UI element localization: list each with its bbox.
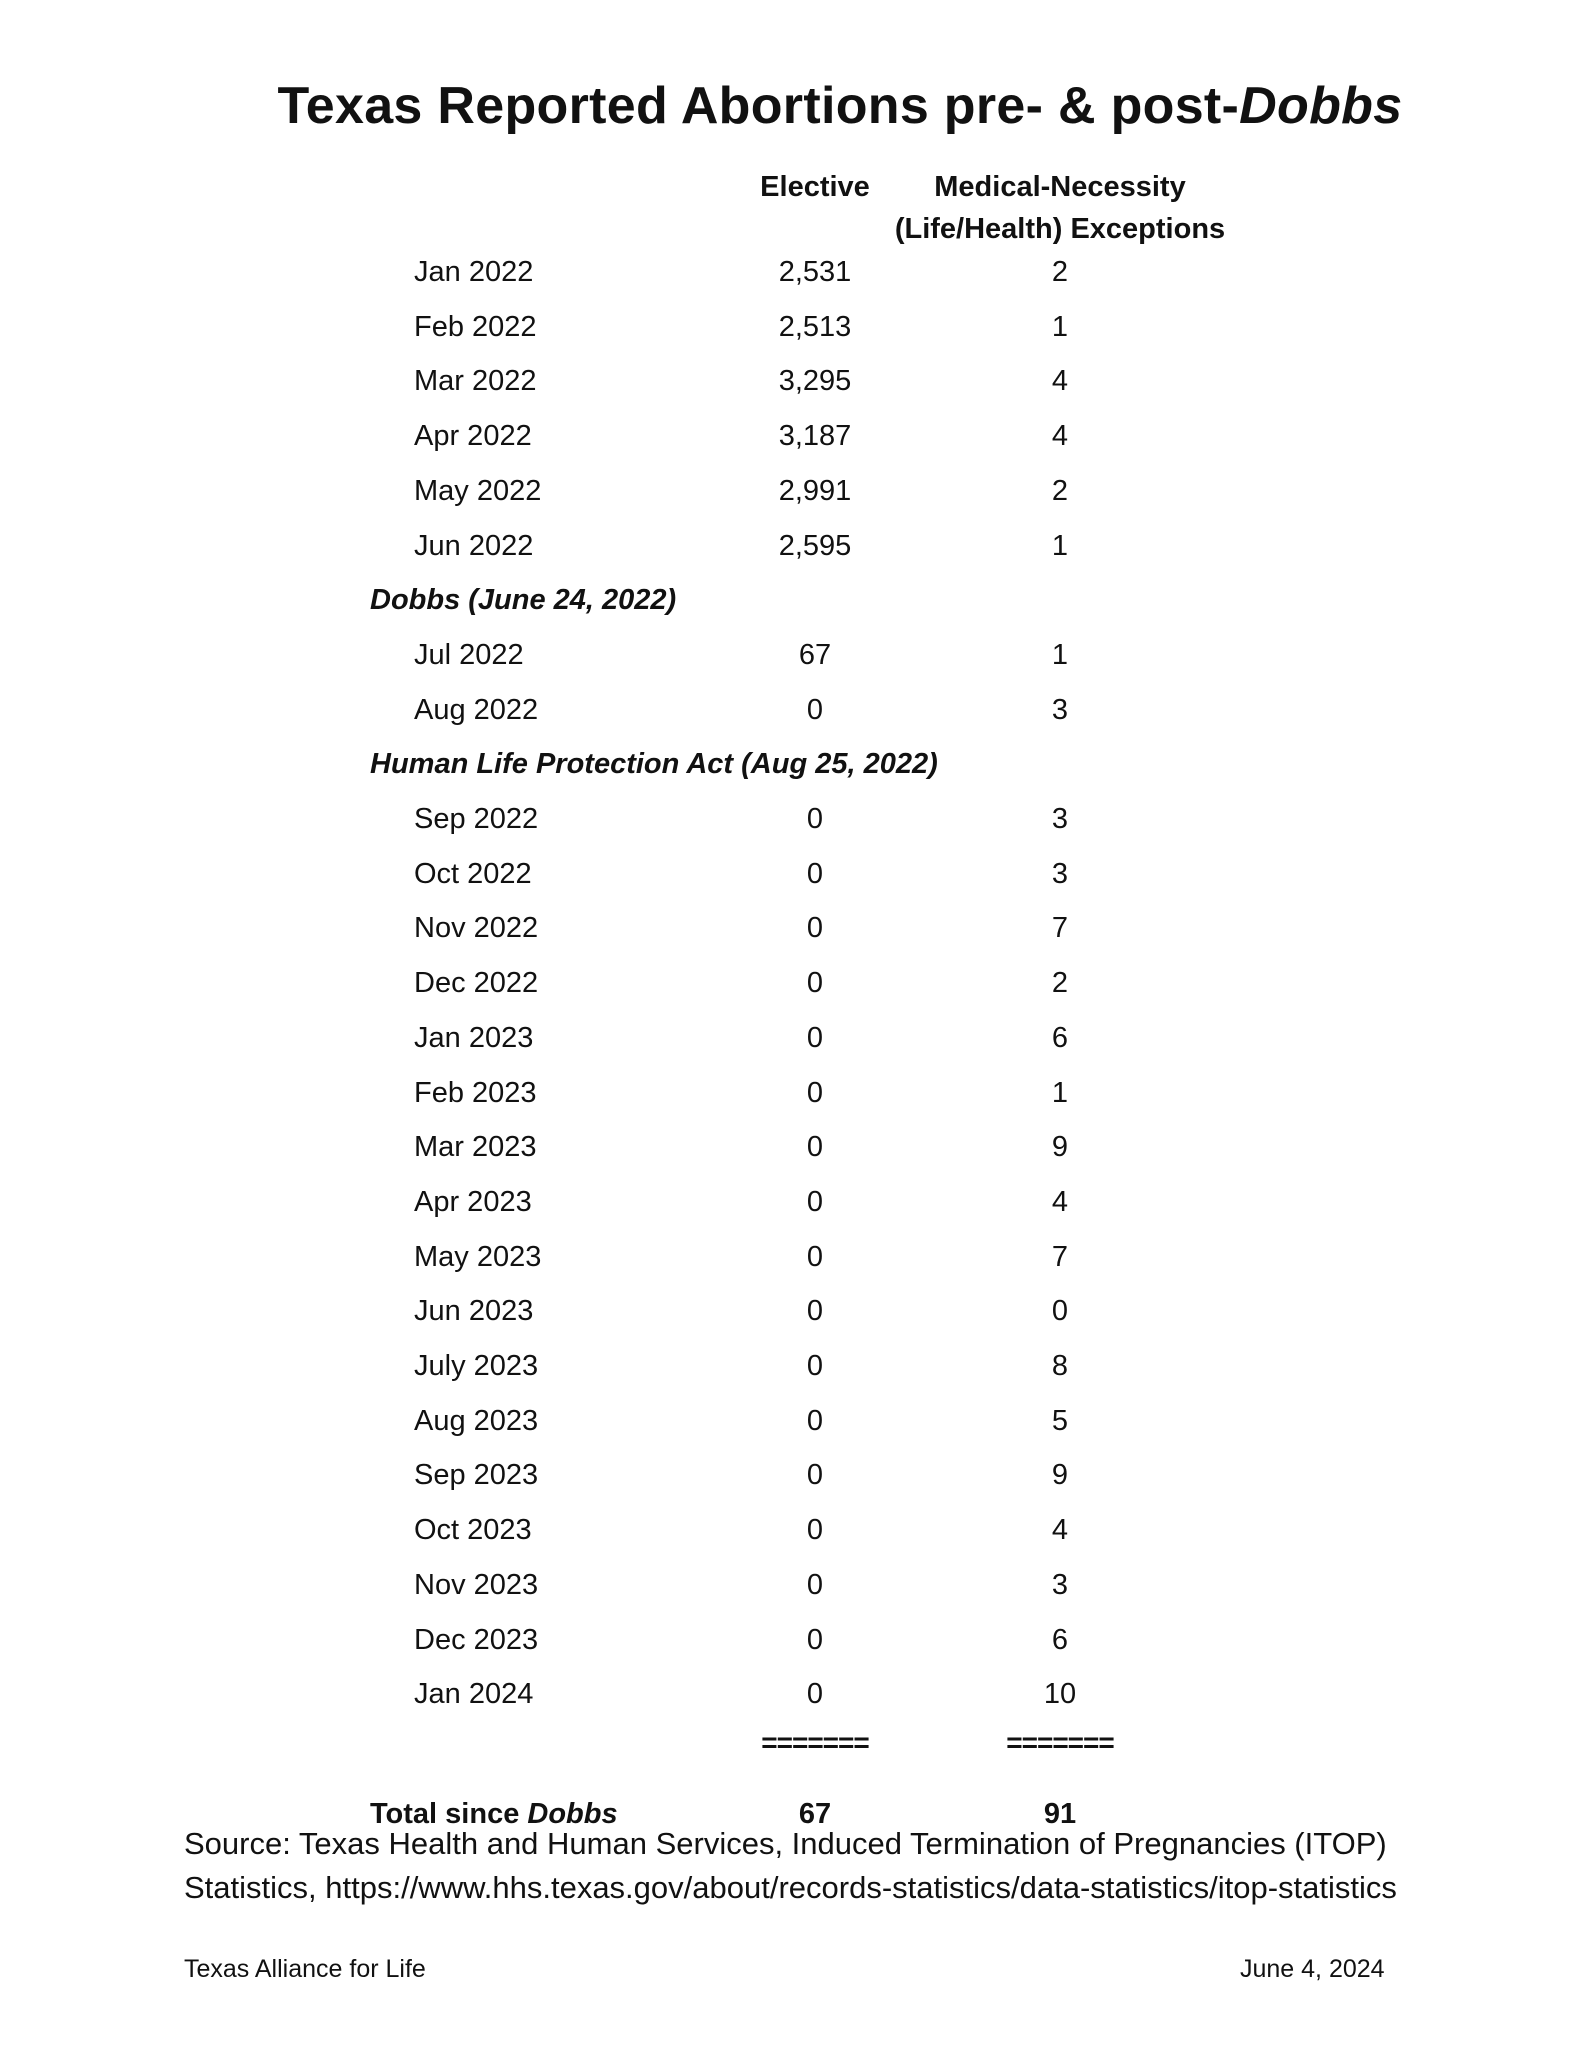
table-row [0,469,1583,513]
row-medical-value: 4 [1051,365,1069,398]
row-medical-value: 3 [1051,857,1069,890]
row-elective-value: 3,187 [778,420,852,453]
row-month: Oct 2022 [414,857,532,890]
row-elective-value: 0 [806,1131,824,1164]
row-elective-value: 0 [806,912,824,945]
row-month: Aug 2023 [414,1404,539,1437]
table-row [0,1508,1583,1552]
table-row [0,250,1583,294]
row-month: Sep 2022 [414,803,539,835]
total-elective: 67 [798,1798,832,1830]
row-medical-value: 9 [1051,1131,1069,1164]
row-medical-value: 4 [1051,1185,1069,1218]
total-medical: 91 [1043,1798,1077,1830]
table-row [0,1399,1583,1443]
row-month: Sep 2023 [414,1459,539,1492]
row-medical-value: 6 [1051,1623,1069,1656]
table-row [0,1180,1583,1224]
row-elective-value: 0 [806,1459,824,1492]
table-row [0,1235,1583,1279]
table-row [0,1672,1583,1716]
row-month: Mar 2023 [414,1131,537,1164]
row-elective-value: 0 [806,1240,824,1273]
row-elective-value: 2,595 [778,529,852,562]
row-elective-value: 3,295 [778,365,852,398]
row-medical-value: 1 [1051,638,1069,671]
row-elective-value: 0 [806,1514,824,1547]
row-month: Jun 2023 [414,1295,534,1328]
table-row [0,633,1583,677]
table-row [0,1071,1583,1115]
row-medical-value: 2 [1051,474,1069,507]
table-row [0,1618,1583,1662]
row-month: Mar 2022 [414,365,537,398]
separator-medical: ======= [1006,1727,1114,1758]
row-elective-value: 0 [806,1678,824,1711]
footer-organization: Texas Alliance for Life [184,1955,426,1983]
table-row [0,524,1583,568]
row-elective-value: 0 [806,857,824,890]
row-medical-value: 0 [1051,1295,1069,1328]
source-line1: Source: Texas Health and Human Services, Induced Termination of Pregnancies (ITOP) [184,1826,1387,1861]
row-elective-value: 0 [806,1185,824,1218]
row-medical-value: 2 [1051,967,1069,1000]
row-month: Oct 2023 [414,1514,532,1547]
table-row [0,688,1583,732]
row-medical-value: 4 [1051,1514,1069,1547]
table-row [0,359,1583,403]
title-italic-word: Dobbs [1239,77,1403,135]
table-row [0,852,1583,896]
title-prefix: Texas Reported Abortions pre- & post- [277,77,1240,135]
page-title [0,76,1583,136]
table-row [0,1563,1583,1607]
row-month: Dec 2022 [414,967,539,1000]
row-medical-value: 4 [1051,420,1069,453]
row-month: Jan 2023 [414,1021,534,1054]
column-header-elective: Elective [760,171,870,203]
row-medical-value: 3 [1051,1568,1069,1601]
table-row [0,1125,1583,1169]
row-medical-value: 8 [1051,1350,1069,1382]
row-month: Feb 2023 [414,1076,537,1109]
row-medical-value: 9 [1051,1459,1069,1492]
total-label-prefix: Total since [370,1798,528,1830]
row-elective-value: 0 [806,1404,824,1437]
row-elective-value: 0 [806,1568,824,1601]
table-row [0,1016,1583,1060]
row-month: Jun 2022 [414,529,534,562]
table-row [0,305,1583,349]
marker-human-life-protection-act: Human Life Protection Act (Aug 25, 2022) [370,748,938,781]
row-month: Feb 2022 [414,310,537,343]
row-elective-value: 0 [806,1350,824,1382]
row-month: Nov 2023 [414,1568,539,1601]
row-medical-value: 6 [1051,1021,1069,1054]
row-medical-value: 2 [1051,256,1069,288]
table-row [0,797,1583,841]
row-medical-value: 7 [1051,1240,1069,1273]
row-elective-value: 67 [798,638,832,671]
row-elective-value: 2,513 [778,310,852,343]
row-month: Aug 2022 [414,693,539,726]
row-elective-value: 0 [806,1623,824,1656]
row-medical-value: 1 [1051,310,1069,343]
total-label-italic: Dobbs [527,1798,618,1830]
table-row [0,1344,1583,1388]
row-month: Nov 2022 [414,912,539,945]
row-month: July 2023 [414,1350,539,1382]
row-elective-value: 2,531 [778,256,852,288]
marker-dobbs: Dobbs (June 24, 2022) [370,584,677,617]
row-month: Apr 2023 [414,1185,532,1218]
column-header-medical [860,166,1260,250]
row-medical-value: 1 [1051,529,1069,562]
row-month: May 2022 [414,474,542,507]
row-month: Jan 2022 [414,256,534,288]
row-month: Dec 2023 [414,1623,539,1656]
row-month: Jul 2022 [414,638,524,671]
row-medical-value: 3 [1051,693,1069,726]
table-row [0,1453,1583,1497]
footer-date: June 4, 2024 [1240,1955,1385,1983]
row-elective-value: 2,991 [778,474,852,507]
row-elective-value: 0 [806,803,824,835]
table-row [0,961,1583,1005]
source-note [184,1822,1484,1910]
row-elective-value: 0 [806,1021,824,1054]
table-row [0,906,1583,950]
row-medical-value: 10 [1043,1678,1077,1711]
row-elective-value: 0 [806,1295,824,1328]
column-header-medical-line2: (Life/Health) Exceptions [894,213,1226,245]
row-medical-value: 5 [1051,1404,1069,1437]
row-medical-value: 3 [1051,803,1069,835]
table-row [0,414,1583,458]
separator-elective: ======= [761,1727,869,1758]
row-elective-value: 0 [806,1076,824,1109]
table-row [0,1289,1583,1333]
row-month: Jan 2024 [414,1678,534,1711]
row-medical-value: 7 [1051,912,1069,945]
row-medical-value: 1 [1051,1076,1069,1109]
source-line2: Statistics, https://www.hhs.texas.gov/about/records-statistics/data-statistics/itop-statistics [184,1870,1397,1905]
row-month: Apr 2022 [414,420,532,453]
row-elective-value: 0 [806,967,824,1000]
row-month: May 2023 [414,1240,542,1273]
column-header-medical-line1: Medical-Necessity [934,171,1186,203]
row-elective-value: 0 [806,693,824,726]
